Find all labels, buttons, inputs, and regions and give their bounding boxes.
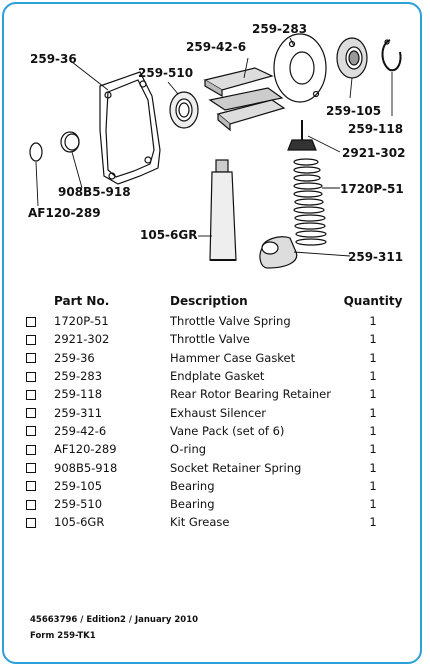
table-row bbox=[26, 367, 408, 385]
row-checkbox[interactable] bbox=[26, 390, 36, 400]
table-row bbox=[26, 495, 408, 513]
part-quantity: 1 bbox=[369, 332, 377, 347]
part-quantity: 1 bbox=[369, 423, 377, 438]
callout-259-283: 259-283 bbox=[252, 22, 308, 36]
part-number: 259-42-6 bbox=[54, 423, 107, 438]
table-row bbox=[26, 440, 408, 458]
part-quantity: 1 bbox=[369, 515, 377, 530]
part-number: 259-118 bbox=[54, 387, 103, 402]
socket-retainer-spring-drawing bbox=[61, 132, 79, 152]
table-header-row bbox=[26, 294, 408, 312]
part-quantity: 1 bbox=[369, 314, 377, 329]
parts-table bbox=[26, 294, 408, 532]
callout-259-510: 259-510 bbox=[138, 66, 194, 80]
callout-259-36: 259-36 bbox=[30, 52, 77, 66]
endplate-gasket-drawing bbox=[274, 34, 326, 102]
part-number: 259-311 bbox=[54, 405, 103, 420]
part-number: 908B5-918 bbox=[54, 460, 118, 475]
part-quantity: 1 bbox=[369, 405, 377, 420]
part-number: 259-105 bbox=[54, 478, 103, 493]
part-quantity: 1 bbox=[369, 478, 377, 493]
callout-1720p-51: 1720P-51 bbox=[340, 182, 404, 196]
part-number: 1720P-51 bbox=[54, 314, 109, 329]
part-number: 105-6GR bbox=[54, 515, 105, 530]
footer-form-number: Form 259-TK1 bbox=[30, 631, 96, 641]
part-description: Throttle Valve Spring bbox=[170, 314, 291, 329]
part-description: Socket Retainer Spring bbox=[170, 460, 302, 475]
part-quantity: 1 bbox=[369, 497, 377, 512]
callout-908b5-918: 908B5-918 bbox=[58, 185, 131, 199]
callout-259-42-6: 259-42-6 bbox=[186, 40, 247, 54]
row-checkbox[interactable] bbox=[26, 408, 36, 418]
part-quantity: 1 bbox=[369, 460, 377, 475]
part-description: Hammer Case Gasket bbox=[170, 350, 296, 365]
part-description: Bearing bbox=[170, 478, 215, 493]
row-checkbox[interactable] bbox=[26, 372, 36, 382]
row-checkbox[interactable] bbox=[26, 426, 36, 436]
row-checkbox[interactable] bbox=[26, 317, 36, 327]
part-description: O-ring bbox=[170, 442, 207, 457]
part-description: Kit Grease bbox=[170, 515, 230, 530]
part-quantity: 1 bbox=[369, 387, 377, 402]
callout-105-6gr: 105-6GR bbox=[140, 228, 198, 242]
part-description: Endplate Gasket bbox=[170, 369, 265, 384]
row-checkbox[interactable] bbox=[26, 353, 36, 363]
spring-drawing bbox=[294, 159, 326, 245]
part-description: Vane Pack (set of 6) bbox=[170, 423, 285, 438]
callout-af120-289: AF120-289 bbox=[28, 206, 101, 220]
callout-2921-302: 2921-302 bbox=[342, 146, 406, 160]
part-number: AF120-289 bbox=[54, 442, 117, 457]
callout-259-118: 259-118 bbox=[348, 122, 404, 136]
header-part-no: Part No. bbox=[54, 294, 110, 308]
hammer-case-gasket-drawing bbox=[100, 72, 160, 184]
callout-259-311: 259-311 bbox=[348, 250, 404, 264]
grease-tube-drawing bbox=[210, 160, 236, 260]
bearing-105-drawing bbox=[337, 38, 367, 78]
callout-259-105: 259-105 bbox=[326, 104, 382, 118]
table-row bbox=[26, 422, 408, 440]
row-checkbox[interactable] bbox=[26, 463, 36, 473]
part-quantity: 1 bbox=[369, 442, 377, 457]
bearing-510-drawing bbox=[170, 92, 198, 128]
exhaust-silencer-drawing bbox=[260, 237, 297, 268]
row-checkbox[interactable] bbox=[26, 518, 36, 528]
row-checkbox[interactable] bbox=[26, 445, 36, 455]
footer-edition: 45663796 / Edition2 / January 2010 bbox=[30, 615, 199, 625]
part-description: Throttle Valve bbox=[170, 332, 250, 347]
header-quantity: Quantity bbox=[343, 294, 403, 308]
table-row bbox=[26, 513, 408, 531]
retainer-ring-drawing bbox=[383, 40, 401, 70]
part-description: Bearing bbox=[170, 497, 215, 512]
table-row bbox=[26, 330, 408, 348]
row-checkbox[interactable] bbox=[26, 335, 36, 345]
throttle-valve-drawing bbox=[288, 120, 316, 150]
part-number: 2921-302 bbox=[54, 332, 110, 347]
part-quantity: 1 bbox=[369, 369, 377, 384]
part-number: 259-36 bbox=[54, 350, 95, 365]
table-row bbox=[26, 403, 408, 421]
table-row bbox=[26, 477, 408, 495]
part-number: 259-283 bbox=[54, 369, 103, 384]
part-description: Exhaust Silencer bbox=[170, 405, 267, 420]
table-row bbox=[26, 349, 408, 367]
part-description: Rear Rotor Bearing Retainer bbox=[170, 387, 331, 402]
table-row bbox=[26, 385, 408, 403]
part-number: 259-510 bbox=[54, 497, 103, 512]
row-checkbox[interactable] bbox=[26, 500, 36, 510]
table-row bbox=[26, 458, 408, 476]
row-checkbox[interactable] bbox=[26, 481, 36, 491]
table-row bbox=[26, 312, 408, 330]
o-ring-drawing bbox=[30, 143, 42, 161]
part-quantity: 1 bbox=[369, 350, 377, 365]
header-description: Description bbox=[170, 294, 248, 308]
